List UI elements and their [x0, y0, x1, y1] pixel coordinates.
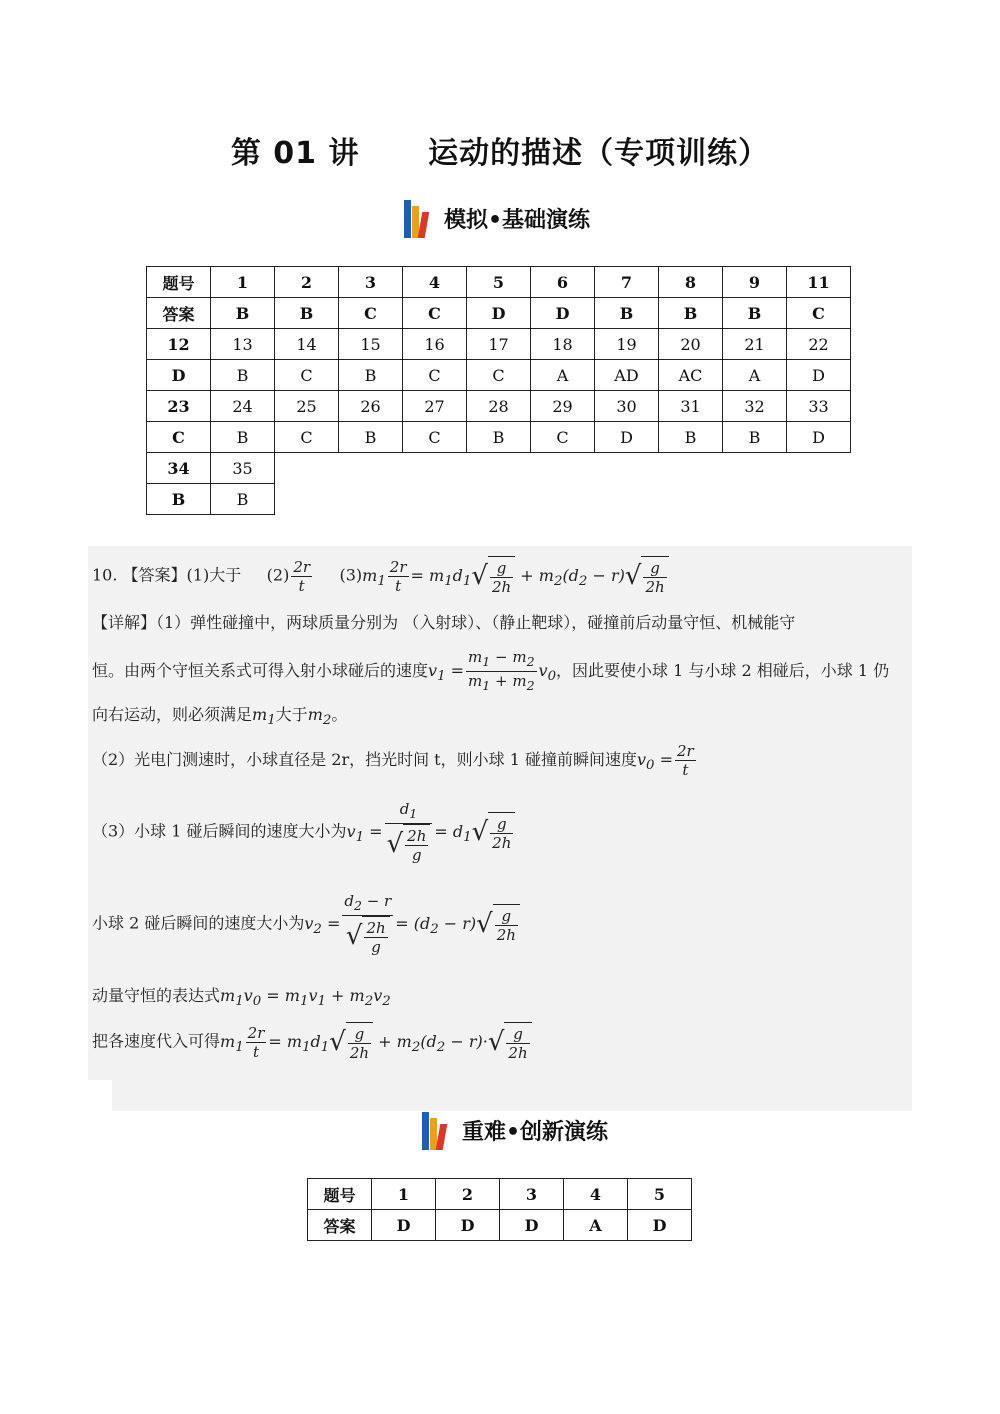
answer-table-advanced — [307, 1178, 692, 1241]
table-cell: 13 — [211, 329, 275, 360]
books-logo-icon — [422, 1110, 454, 1150]
detail-line-6: 小球 2 碰后瞬间的速度大小为$v_2$ = $d_2 - r$ √ $\frac{2h}{g}$ = $(d_2 - r)√$ $\frac{g}{2h}$ — [92, 892, 520, 956]
table-row — [147, 391, 851, 422]
table-cell: 2 — [275, 267, 339, 298]
table-cell: B — [275, 298, 339, 329]
answer-line: 10. 【答案】(1)大于 (2) $\frac{2r}{t}$ $(3)m_1$ $\frac{2r}{t}$ = $m_1d_1√$ $\frac{g}{2h}$ + $m_2(d_2 - r)√$ $\frac{g}{2h}$ — [92, 556, 669, 596]
detail-line-7: 动量守恒的表达式$m_1v_0 = m_1v_1 + m_2v_2$ — [92, 986, 391, 1010]
answer-prefix: 10. 【答案】(1)大于 — [92, 565, 242, 585]
table-cell: B — [211, 298, 275, 329]
section-label: 模拟•基础演练 — [444, 207, 591, 233]
section-label: 重难•创新演练 — [462, 1119, 609, 1145]
empty-cell — [723, 484, 787, 515]
table-cell: 34 — [147, 453, 211, 484]
table-cell: 23 — [147, 391, 211, 422]
table-cell: 4 — [564, 1179, 628, 1210]
table-cell: 3 — [339, 267, 403, 298]
table-cell: 题号 — [308, 1179, 372, 1210]
table-cell: 26 — [339, 391, 403, 422]
table-row — [147, 484, 851, 515]
table-cell: 11 — [787, 267, 851, 298]
empty-cell — [275, 453, 339, 484]
table-cell: 29 — [531, 391, 595, 422]
detail-line-1: 【详解】（1）弹性碰撞中，两球质量分别为 （入射球）、（静止靶球），碰撞前后动量守恒、机械能守 — [92, 613, 796, 632]
table-cell: 32 — [723, 391, 787, 422]
table-cell: B — [147, 484, 211, 515]
table-row — [147, 298, 851, 329]
table-cell: A — [564, 1210, 628, 1241]
table-cell: 18 — [531, 329, 595, 360]
table-cell: 答案 — [308, 1210, 372, 1241]
table-cell: B — [339, 422, 403, 453]
table-cell: B — [211, 484, 275, 515]
table-cell: D — [436, 1210, 500, 1241]
empty-cell — [275, 484, 339, 515]
table-cell: 27 — [403, 391, 467, 422]
section-heading-basic — [404, 198, 590, 238]
table-cell: B — [659, 422, 723, 453]
empty-cell — [467, 484, 531, 515]
table-cell: B — [211, 360, 275, 391]
table-cell: 1 — [211, 267, 275, 298]
table-cell: 31 — [659, 391, 723, 422]
table-cell: 12 — [147, 329, 211, 360]
table-cell: B — [595, 298, 659, 329]
table-cell: D — [500, 1210, 564, 1241]
table-cell: B — [211, 422, 275, 453]
empty-cell — [595, 453, 659, 484]
empty-cell — [723, 453, 787, 484]
table-row — [147, 453, 851, 484]
table-cell: 3 — [500, 1179, 564, 1210]
table-cell: D — [531, 298, 595, 329]
table-cell: C — [403, 422, 467, 453]
detail-line-5: （3）小球 1 碰后瞬间的速度大小为$v_1$ = $d_1$ √ $\frac{2h}{g}$ = $d_1√$ $\frac{g}{2h}$ — [92, 800, 515, 864]
table-cell: A — [723, 360, 787, 391]
table-cell: 题号 — [147, 267, 211, 298]
detail-line-8: 把各速度代入可得$m_1$ $\frac{2r}{t}$ = $m_1d_1√$ $\frac{g}{2h}$ + $m_2(d_2 - r)\cdot√$ $\frac{g}{2h}$ — [92, 1022, 532, 1062]
table-cell: C — [403, 298, 467, 329]
table-cell: 8 — [659, 267, 723, 298]
table-cell: 24 — [211, 391, 275, 422]
table-cell: D — [787, 360, 851, 391]
table-cell: 33 — [787, 391, 851, 422]
empty-cell — [659, 484, 723, 515]
table-cell: B — [339, 360, 403, 391]
table-cell: 1 — [372, 1179, 436, 1210]
empty-cell — [787, 484, 851, 515]
detail-line-2: 恒。由两个守恒关系式可得入射小球碰后的速度$v_1$ = $\frac{m_1 - m_2}{m_1 + m_2}$ $v_0$，因此要使小球 1 与小球 2 相碰后，小球 1 仍 — [92, 648, 890, 693]
section-heading-advanced — [422, 1110, 608, 1150]
table-cell: C — [275, 360, 339, 391]
table-cell: A — [531, 360, 595, 391]
empty-cell — [339, 453, 403, 484]
table-cell: B — [723, 298, 787, 329]
table-cell: C — [403, 360, 467, 391]
books-logo-icon — [404, 198, 436, 238]
empty-cell — [403, 484, 467, 515]
table-row — [308, 1179, 692, 1210]
table-cell: B — [467, 422, 531, 453]
table-cell: C — [531, 422, 595, 453]
table-cell: D — [467, 298, 531, 329]
table-cell: C — [339, 298, 403, 329]
answer-table-basic — [146, 266, 851, 515]
table-cell: 20 — [659, 329, 723, 360]
table-cell: C — [467, 360, 531, 391]
table-cell: 4 — [403, 267, 467, 298]
table-cell: 17 — [467, 329, 531, 360]
table-cell: 28 — [467, 391, 531, 422]
table-cell: 15 — [339, 329, 403, 360]
empty-cell — [339, 484, 403, 515]
table-cell: 5 — [467, 267, 531, 298]
table-cell: 30 — [595, 391, 659, 422]
table-row — [147, 422, 851, 453]
table-cell: 2 — [436, 1179, 500, 1210]
table-cell: 25 — [275, 391, 339, 422]
table-cell: D — [787, 422, 851, 453]
table-cell: 6 — [531, 267, 595, 298]
table-cell: B — [659, 298, 723, 329]
table-cell: C — [147, 422, 211, 453]
detail-line-3: 向右运动，则必须满足$m_1$大于$m_2$。 — [92, 705, 348, 729]
empty-cell — [531, 453, 595, 484]
table-cell: 5 — [628, 1179, 692, 1210]
table-cell: 7 — [595, 267, 659, 298]
table-cell: 21 — [723, 329, 787, 360]
table-cell: C — [275, 422, 339, 453]
table-cell: AD — [595, 360, 659, 391]
empty-cell — [595, 484, 659, 515]
table-cell: 19 — [595, 329, 659, 360]
table-cell: D — [372, 1210, 436, 1241]
table-row — [147, 329, 851, 360]
table-cell: AC — [659, 360, 723, 391]
table-row — [308, 1210, 692, 1241]
table-cell: 22 — [787, 329, 851, 360]
table-row — [147, 360, 851, 391]
table-cell: 35 — [211, 453, 275, 484]
table-cell: 9 — [723, 267, 787, 298]
table-cell: B — [723, 422, 787, 453]
detail-line-4: （2）光电门测速时，小球直径是 2r，挡光时间 t，则小球 1 碰撞前瞬间速度$v_0$ = $\frac{2r}{t}$ — [92, 742, 694, 779]
empty-cell — [787, 453, 851, 484]
table-row — [147, 267, 851, 298]
empty-cell — [467, 453, 531, 484]
table-cell: 答案 — [147, 298, 211, 329]
table-cell: D — [595, 422, 659, 453]
page-title: 第 01 讲 运动的描述（专项训练） — [230, 136, 770, 171]
empty-cell — [659, 453, 723, 484]
table-cell: 16 — [403, 329, 467, 360]
empty-cell — [403, 453, 467, 484]
table-cell: 14 — [275, 329, 339, 360]
table-cell: D — [628, 1210, 692, 1241]
table-cell: C — [787, 298, 851, 329]
empty-cell — [531, 484, 595, 515]
table-cell: D — [147, 360, 211, 391]
